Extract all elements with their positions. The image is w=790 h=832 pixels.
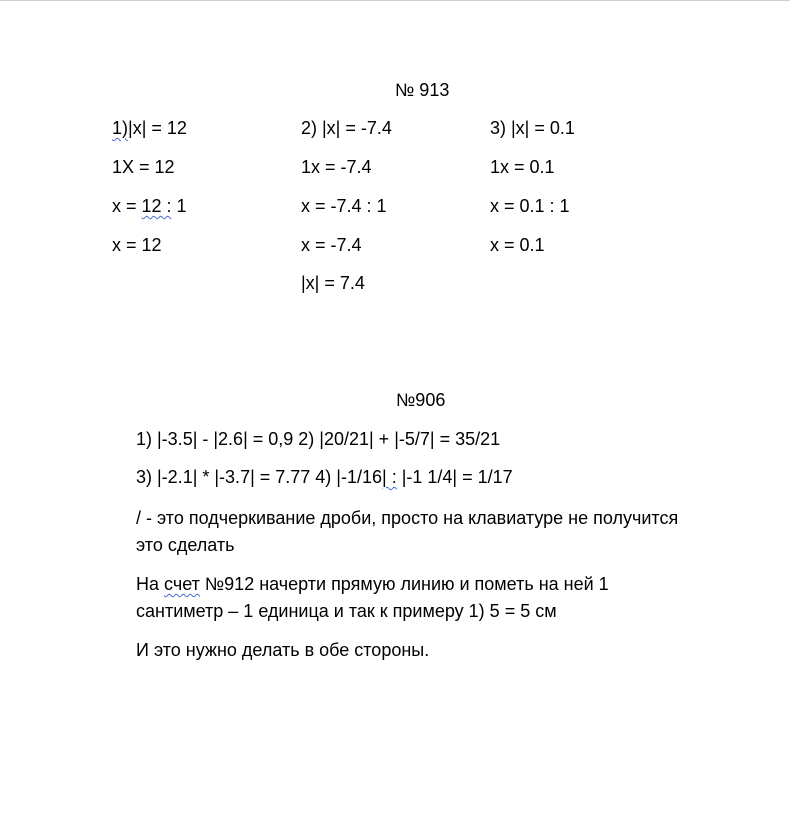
p913-col1-line2: 1X = 12 [112, 157, 175, 177]
p906-line2-b: |-1 1/4| = 1/17 [396, 467, 513, 487]
p913-col1-line4: x = 12 [112, 235, 162, 255]
p913-col1-head-b: |x| = 12 [128, 118, 187, 138]
p913-col1-line1 [112, 117, 187, 139]
p913-col2-line3: x = -7.4 : 1 [301, 196, 387, 216]
p913-col1-head-a: 1) [112, 118, 129, 138]
p913-col3-line3: x = 0.1 : 1 [490, 196, 570, 216]
p906-para3: И это нужно делать в обе стороны. [136, 640, 430, 660]
p906-note-line2: это сделать [136, 535, 235, 555]
p913-col3-line4: x = 0.1 [490, 235, 545, 255]
p913-col2-line4: x = -7.4 [301, 235, 362, 255]
p906-para2-line2: сантиметр – 1 единица и так к примеру 1) 5 = 5 см [136, 601, 557, 621]
p906-para2-line1 [136, 573, 609, 595]
problem-906-title: №906 [396, 390, 446, 410]
p906-line1: 1) |-3.5| - |2.6| = 0,9 2) |20/21| + |-5/7| = 35/21 [136, 429, 501, 449]
p913-col1-line3-b: 1 [171, 196, 187, 216]
problem-913-title: № 913 [395, 80, 450, 100]
p913-col1-line3 [112, 195, 187, 217]
p913-col3-line1: 3) |x| = 0.1 [490, 118, 575, 138]
p906-para2-b: №912 начерти прямую линию и пометь на ней 1 [199, 574, 609, 594]
p906-line2 [136, 466, 513, 488]
page-top-border [0, 0, 790, 1]
p913-col3-line2: 1x = 0.1 [490, 157, 555, 177]
p906-para2-a: На [136, 574, 165, 594]
p913-col1-line3-squig: 12 : [141, 196, 172, 216]
p913-col2-line5: |x| = 7.4 [301, 273, 365, 293]
p906-note-line1: / - это подчеркивание дроби, просто на клавиатуре не получится [136, 508, 679, 528]
p906-line2-squig: | : [382, 467, 397, 487]
p906-para2-squig: счет [164, 574, 200, 594]
p913-col1-line3-a: x = [112, 196, 142, 216]
p913-col2-line1: 2) |x| = -7.4 [301, 118, 392, 138]
p913-col2-line2: 1x = -7.4 [301, 157, 372, 177]
p906-line2-a: 3) |-2.1| * |-3.7| = 7.77 4) |-1/16 [136, 467, 383, 487]
